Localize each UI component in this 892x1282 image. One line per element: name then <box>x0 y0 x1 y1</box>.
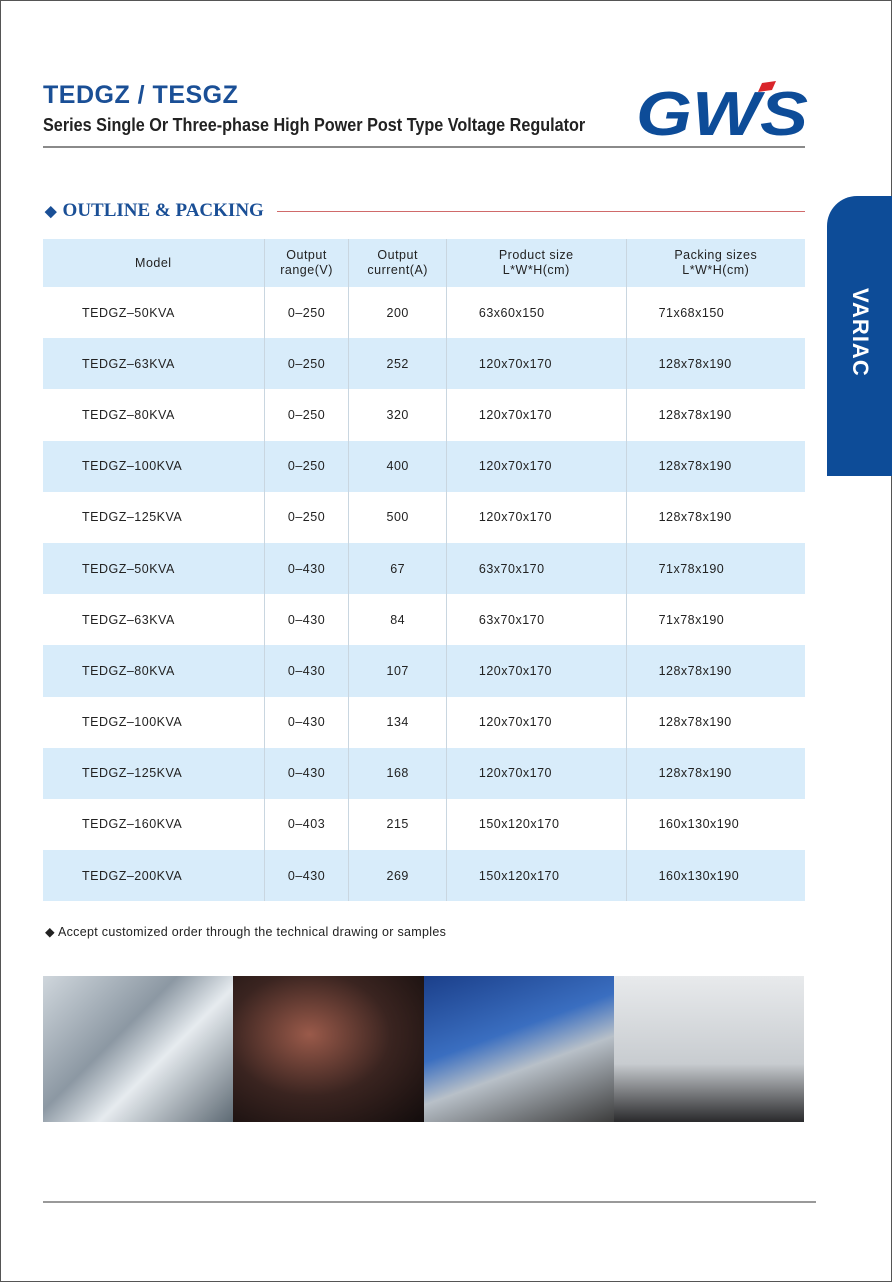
table-cell: 0–430 <box>264 594 349 645</box>
table-cell: 120x70x170 <box>446 645 626 696</box>
table-cell: 0–430 <box>264 543 349 594</box>
table-cell: TEDGZ–63KVA <box>43 338 264 389</box>
table-cell: TEDGZ–160KVA <box>82 817 183 832</box>
custom-order-note: ◆ Accept customized order through the technical drawing or samples <box>45 925 447 939</box>
table-cell: TEDGZ–125KVA <box>82 510 183 525</box>
footer-divider <box>43 1201 816 1203</box>
section-title: OUTLINE & PACKING <box>62 200 264 221</box>
table-cell: 71x78x190 <box>626 543 805 594</box>
table-cell: 252 <box>349 338 446 389</box>
table-cell: 269 <box>349 850 446 901</box>
table-cell: 150x120x170 <box>446 799 626 850</box>
column-header: Output range(V) <box>264 239 349 287</box>
table-cell: 63x70x170 <box>446 543 626 594</box>
table-cell: 215 <box>349 799 446 850</box>
table-cell: TEDGZ–100KVA <box>43 441 264 492</box>
table-row <box>43 287 805 338</box>
table-cell: 168 <box>349 748 446 799</box>
table-cell: 120x70x170 <box>446 492 626 543</box>
table-row <box>43 441 805 492</box>
table-cell: TEDGZ–100KVA <box>82 715 183 730</box>
table-cell: TEDGZ–200KVA <box>43 850 264 901</box>
table-cell: 120x70x170 <box>446 389 626 440</box>
table-row <box>43 543 805 594</box>
photo-factory-floor <box>233 976 423 1122</box>
photo-industrial-plant <box>424 976 614 1122</box>
table-row <box>43 748 805 799</box>
table-cell: 71x68x150 <box>626 287 805 338</box>
table-cell: 128x78x190 <box>626 697 805 748</box>
page-title: TEDGZ / TESGZ <box>43 81 239 109</box>
table-row <box>43 799 805 850</box>
section-heading <box>45 200 264 222</box>
table-cell: 0–430 <box>264 645 349 696</box>
table-cell: 400 <box>349 441 446 492</box>
table-row <box>43 645 805 696</box>
table-cell: 128x78x190 <box>626 645 805 696</box>
table-header-row <box>43 239 805 287</box>
table-cell: 0–250 <box>264 441 349 492</box>
table-row <box>43 697 805 748</box>
table-cell: TEDGZ–80KVA <box>82 407 175 422</box>
table-cell: 134 <box>349 697 446 748</box>
table-cell: 160x130x190 <box>626 799 805 850</box>
section-divider <box>277 211 805 212</box>
table-cell: TEDGZ–63KVA <box>82 612 175 627</box>
table-cell: 128x78x190 <box>626 338 805 389</box>
table-row <box>43 389 805 440</box>
table-cell: 67 <box>349 543 446 594</box>
table-row <box>43 594 805 645</box>
table-cell: 500 <box>349 492 446 543</box>
table-cell: 120x70x170 <box>446 338 626 389</box>
table-cell: 0–250 <box>264 338 349 389</box>
photo-machinery <box>43 976 233 1122</box>
table-cell: 63x70x170 <box>446 594 626 645</box>
column-header: Product size L*W*H(cm) <box>446 239 626 287</box>
table-cell: 120x70x170 <box>446 441 626 492</box>
table-cell: 128x78x190 <box>626 748 805 799</box>
outline-packing-table <box>43 239 805 901</box>
application-photos <box>43 976 804 1122</box>
column-header: Packing sizes L*W*H(cm) <box>626 239 805 287</box>
table-cell: TEDGZ–50KVA <box>82 305 175 320</box>
table-cell: 120x70x170 <box>446 697 626 748</box>
table-row <box>43 850 805 901</box>
table-cell: TEDGZ–125KVA <box>43 748 264 799</box>
table-cell: 0–430 <box>264 748 349 799</box>
table-row <box>43 338 805 389</box>
table-cell: 71x78x190 <box>626 594 805 645</box>
table-cell: 128x78x190 <box>626 441 805 492</box>
table-cell: 63x60x150 <box>446 287 626 338</box>
table-cell: 320 <box>349 389 446 440</box>
diamond-icon: ◆ <box>45 203 57 220</box>
table-cell: 200 <box>349 287 446 338</box>
table-cell: 0–430 <box>264 850 349 901</box>
table-cell: 150x120x170 <box>446 850 626 901</box>
table-cell: 0–250 <box>264 287 349 338</box>
table-cell: 160x130x190 <box>626 850 805 901</box>
side-tab-variac: VARIAC <box>827 196 892 476</box>
photo-operating-room <box>614 976 804 1122</box>
column-header: Model <box>43 239 264 287</box>
table-cell: 0–250 <box>264 389 349 440</box>
column-header: Output current(A) <box>349 239 446 287</box>
table-cell: 128x78x190 <box>626 492 805 543</box>
gws-logo <box>634 81 810 139</box>
table-cell: 0–430 <box>264 697 349 748</box>
table-cell: 0–250 <box>264 492 349 543</box>
header-divider <box>43 146 805 148</box>
page-subtitle: Series Single Or Three-phase High Power Post Type Voltage Regulator <box>43 115 586 135</box>
table-cell: 107 <box>349 645 446 696</box>
table-cell: TEDGZ–80KVA <box>43 645 264 696</box>
table-cell: 0–403 <box>264 799 349 850</box>
table-cell: TEDGZ–50KVA <box>43 543 264 594</box>
table-cell: 84 <box>349 594 446 645</box>
table-cell: 128x78x190 <box>626 389 805 440</box>
table-row <box>43 492 805 543</box>
svg-text:GWS: GWS <box>636 81 808 139</box>
table-cell: 120x70x170 <box>446 748 626 799</box>
